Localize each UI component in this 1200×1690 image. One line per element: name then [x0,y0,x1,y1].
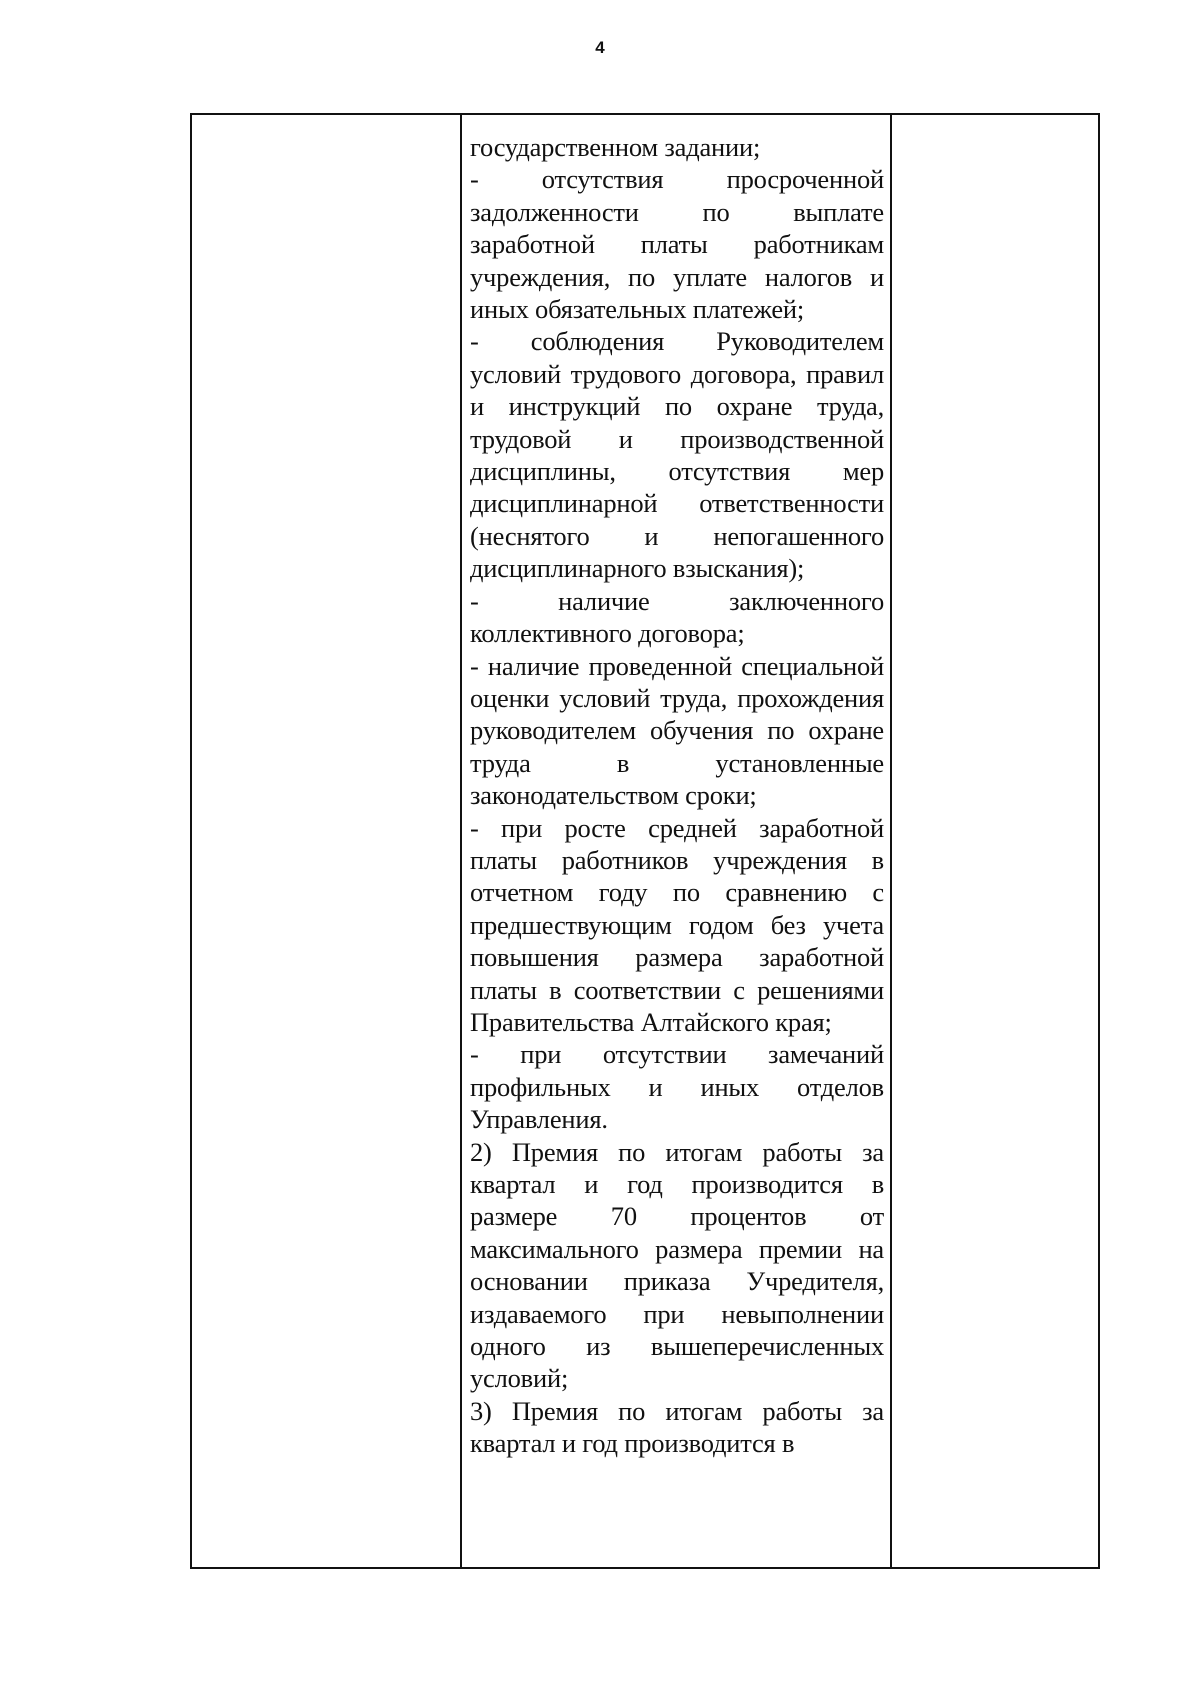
paragraph: - наличие заключенного коллективного договора; [470,585,884,649]
document-table [190,113,1100,1569]
paragraph: 2) Премия по итогам работы за квартал и год производится в размере 70 процентов от максимального размера премии на основании приказа Учредителя, издаваемого при невыполнении одного из вышеперечисленных условий; [470,1136,884,1394]
table-cell-left [192,115,462,1567]
cell-text [470,131,884,1460]
paragraph: 3) Премия по итогам работы за квартал и год производится в [470,1395,884,1459]
table-cell-right [892,115,1098,1567]
paragraph: - отсутствия просроченной задолженности по выплате заработной платы работникам учреждения, по уплате налогов и иных обязательных платежей; [470,164,884,325]
paragraph: государственном задании; [470,132,761,162]
paragraph: - наличие проведенной специальной оценки условий труда, прохождения руководителем обучения по охране труда в установленные законодательством сроки; [470,650,884,811]
paragraph: - при отсутствии замечаний профильных и иных отделов Управления. [470,1039,884,1135]
page-number: 4 [595,38,605,57]
table-cell-middle [462,115,892,1567]
paragraph: - соблюдения Руководителем условий трудового договора, правил и инструкций по охране труда, трудовой и производственной дисциплины, отсутствия мер дисциплинарной ответственности (неснятого и непогашенного дисциплинарного взыскания); [470,326,884,584]
paragraph: - при росте средней заработной платы работников учреждения в отчетном году по сравнению с предшествующим годом без учета повышения размера заработной платы в соответствии с решениями Правительства Алтайского края; [470,812,884,1037]
